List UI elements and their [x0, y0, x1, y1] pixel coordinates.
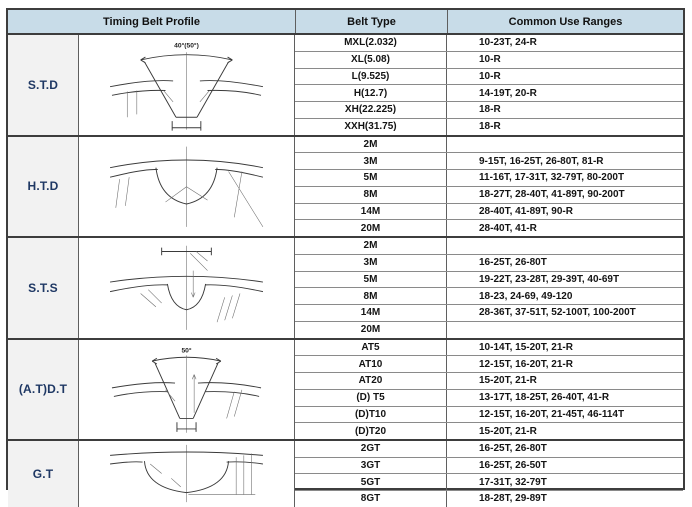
belt-type-cell: 5GT: [295, 474, 447, 490]
common-use-range-cell: 16-25T, 26-80T: [479, 443, 547, 455]
belt-type-cell: 2M: [295, 238, 447, 254]
belt-type-cell: 2GT: [295, 441, 447, 457]
common-use-range-cell: 18-28T, 29-89T: [479, 493, 547, 505]
belt-type-cell: 3GT: [295, 458, 447, 474]
common-use-range-cell: 18-23, 24-69, 49-120: [479, 290, 573, 302]
profile-section: [8, 238, 683, 340]
common-use-range-cell: [447, 238, 683, 254]
tooth-profile-diagram-cell: [79, 238, 295, 338]
common-use-range-cell: 28-36T, 37-51T, 52-100T, 100-200T: [479, 307, 636, 319]
table-row: [295, 491, 683, 507]
common-use-range-cell: 19-22T, 23-28T, 29-39T, 40-69T: [479, 273, 620, 285]
header-belt-type: Belt Type: [296, 10, 448, 33]
section-rows: [295, 441, 683, 507]
belt-type-cell: 20M: [295, 220, 447, 236]
belt-type-cell: (D)T10: [295, 407, 447, 423]
profile-name: S.T.D: [8, 35, 79, 135]
section-rows: [295, 137, 683, 237]
table-row: [295, 204, 683, 221]
belt-type-cell: AT20: [295, 373, 447, 389]
section-rows: [295, 35, 683, 135]
header-timing-belt-profile: Timing Belt Profile: [8, 10, 296, 33]
table-row: [295, 170, 683, 187]
section-rows: [295, 340, 683, 440]
table-row: [295, 255, 683, 272]
belt-type-cell: MXL(2.032): [295, 35, 447, 51]
common-use-range-cell: 14-19T, 20-R: [479, 87, 537, 99]
table-row: [295, 356, 683, 373]
table-row: [295, 137, 683, 154]
angle-label: 40°(50°): [174, 42, 199, 50]
common-use-range-cell: 10-23T, 24-R: [479, 37, 537, 49]
profile-name: S.T.S: [8, 238, 79, 338]
header-common-use-ranges: Common Use Ranges: [508, 15, 623, 28]
common-use-range-cell: 16-25T, 26-50T: [479, 460, 547, 472]
common-use-range-cell: 28-40T, 41-R: [479, 222, 537, 234]
belt-type-cell: XL(5.08): [295, 52, 447, 68]
belt-type-cell: 14M: [295, 204, 447, 220]
table-row: [295, 390, 683, 407]
table-row: [295, 441, 683, 458]
common-use-range-cell: 11-16T, 17-31T, 32-79T, 80-200T: [479, 172, 625, 184]
profile-section: [8, 441, 683, 507]
angle-label: 50°: [181, 347, 192, 355]
table-row: [295, 423, 683, 439]
belt-type-cell: (D)T20: [295, 423, 447, 439]
table-row: [295, 85, 683, 102]
belt-type-cell: 3M: [295, 153, 447, 169]
table-row: [295, 322, 683, 338]
section-rows: [295, 238, 683, 338]
belt-type-cell: 14M: [295, 305, 447, 321]
table-row: [295, 407, 683, 424]
common-use-range-cell: 16-25T, 26-80T: [479, 257, 547, 269]
common-use-range-cell: 28-40T, 41-89T, 90-R: [479, 205, 573, 217]
tooth-profile-diagram-cell: [79, 137, 295, 237]
common-use-range-cell: 17-31T, 32-79T: [479, 476, 547, 488]
timing-belt-table: [6, 8, 685, 505]
table-row: [295, 52, 683, 69]
table-row: [295, 272, 683, 289]
table-row: [295, 69, 683, 86]
belt-type-cell: AT10: [295, 356, 447, 372]
table-row: [295, 340, 683, 357]
belt-type-cell: 2M: [295, 137, 447, 153]
atdt-trapezoid-tooth-diagram: [79, 342, 294, 438]
table-row: [295, 102, 683, 119]
common-use-range-cell: 13-17T, 18-25T, 26-40T, 41-R: [479, 392, 610, 404]
belt-type-cell: XXH(31.75): [295, 119, 447, 135]
profile-section: [8, 137, 683, 239]
belt-type-cell: L(9.525): [295, 69, 447, 85]
table-row: [295, 305, 683, 322]
sts-round-tooth-diagram: [79, 240, 294, 336]
common-use-range-cell: 10-R: [479, 70, 501, 82]
belt-type-cell: 5M: [295, 272, 447, 288]
common-use-range-cell: 10-R: [479, 54, 501, 66]
table-body: [8, 35, 683, 507]
htd-round-tooth-diagram: [79, 139, 294, 235]
table-row: [295, 119, 683, 135]
common-use-range-cell: 15-20T, 21-R: [479, 375, 537, 387]
belt-type-cell: 5M: [295, 170, 447, 186]
belt-type-cell: XH(22.225): [295, 102, 447, 118]
table-row: [295, 238, 683, 255]
tooth-profile-diagram-cell: [79, 35, 295, 135]
belt-type-cell: 8M: [295, 187, 447, 203]
profile-name: (A.T)D.T: [8, 340, 79, 440]
table-row: [295, 220, 683, 236]
common-use-range-cell: 18-27T, 28-40T, 41-89T, 90-200T: [479, 189, 625, 201]
common-use-range-cell: 18-R: [479, 104, 501, 116]
common-use-range-cell: [447, 137, 683, 153]
common-use-range-cell: 15-20T, 21-R: [479, 425, 537, 437]
common-use-range-cell: 10-14T, 15-20T, 21-R: [479, 341, 573, 353]
belt-type-cell: H(12.7): [295, 85, 447, 101]
common-use-range-cell: [447, 322, 683, 338]
belt-type-cell: (D) T5: [295, 390, 447, 406]
profile-section: [8, 340, 683, 442]
table-row: [295, 474, 683, 491]
belt-type-cell: 8GT: [295, 491, 447, 507]
table-header-row: [8, 10, 683, 35]
profile-section: [8, 35, 683, 137]
belt-type-cell: 3M: [295, 255, 447, 271]
profile-name: H.T.D: [8, 137, 79, 237]
tooth-profile-diagram-cell: [79, 340, 295, 440]
table-row: [295, 288, 683, 305]
common-use-range-cell: 12-15T, 16-20T, 21-45T, 46-114T: [479, 408, 625, 420]
table-row: [295, 187, 683, 204]
table-row: [295, 458, 683, 475]
table-row: [295, 35, 683, 52]
table-row: [295, 373, 683, 390]
belt-type-cell: 20M: [295, 322, 447, 338]
std-trapezoid-tooth-diagram: [79, 37, 294, 133]
belt-type-cell: 8M: [295, 288, 447, 304]
common-use-range-cell: 18-R: [479, 121, 501, 133]
table-row: [295, 153, 683, 170]
gt-round-tooth-diagram: [79, 442, 294, 505]
belt-type-cell: AT5: [295, 340, 447, 356]
tooth-profile-diagram-cell: [79, 441, 295, 507]
common-use-range-cell: 12-15T, 16-20T, 21-R: [479, 358, 573, 370]
common-use-range-cell: 9-15T, 16-25T, 26-80T, 81-R: [479, 155, 604, 167]
profile-name: G.T: [8, 441, 79, 507]
